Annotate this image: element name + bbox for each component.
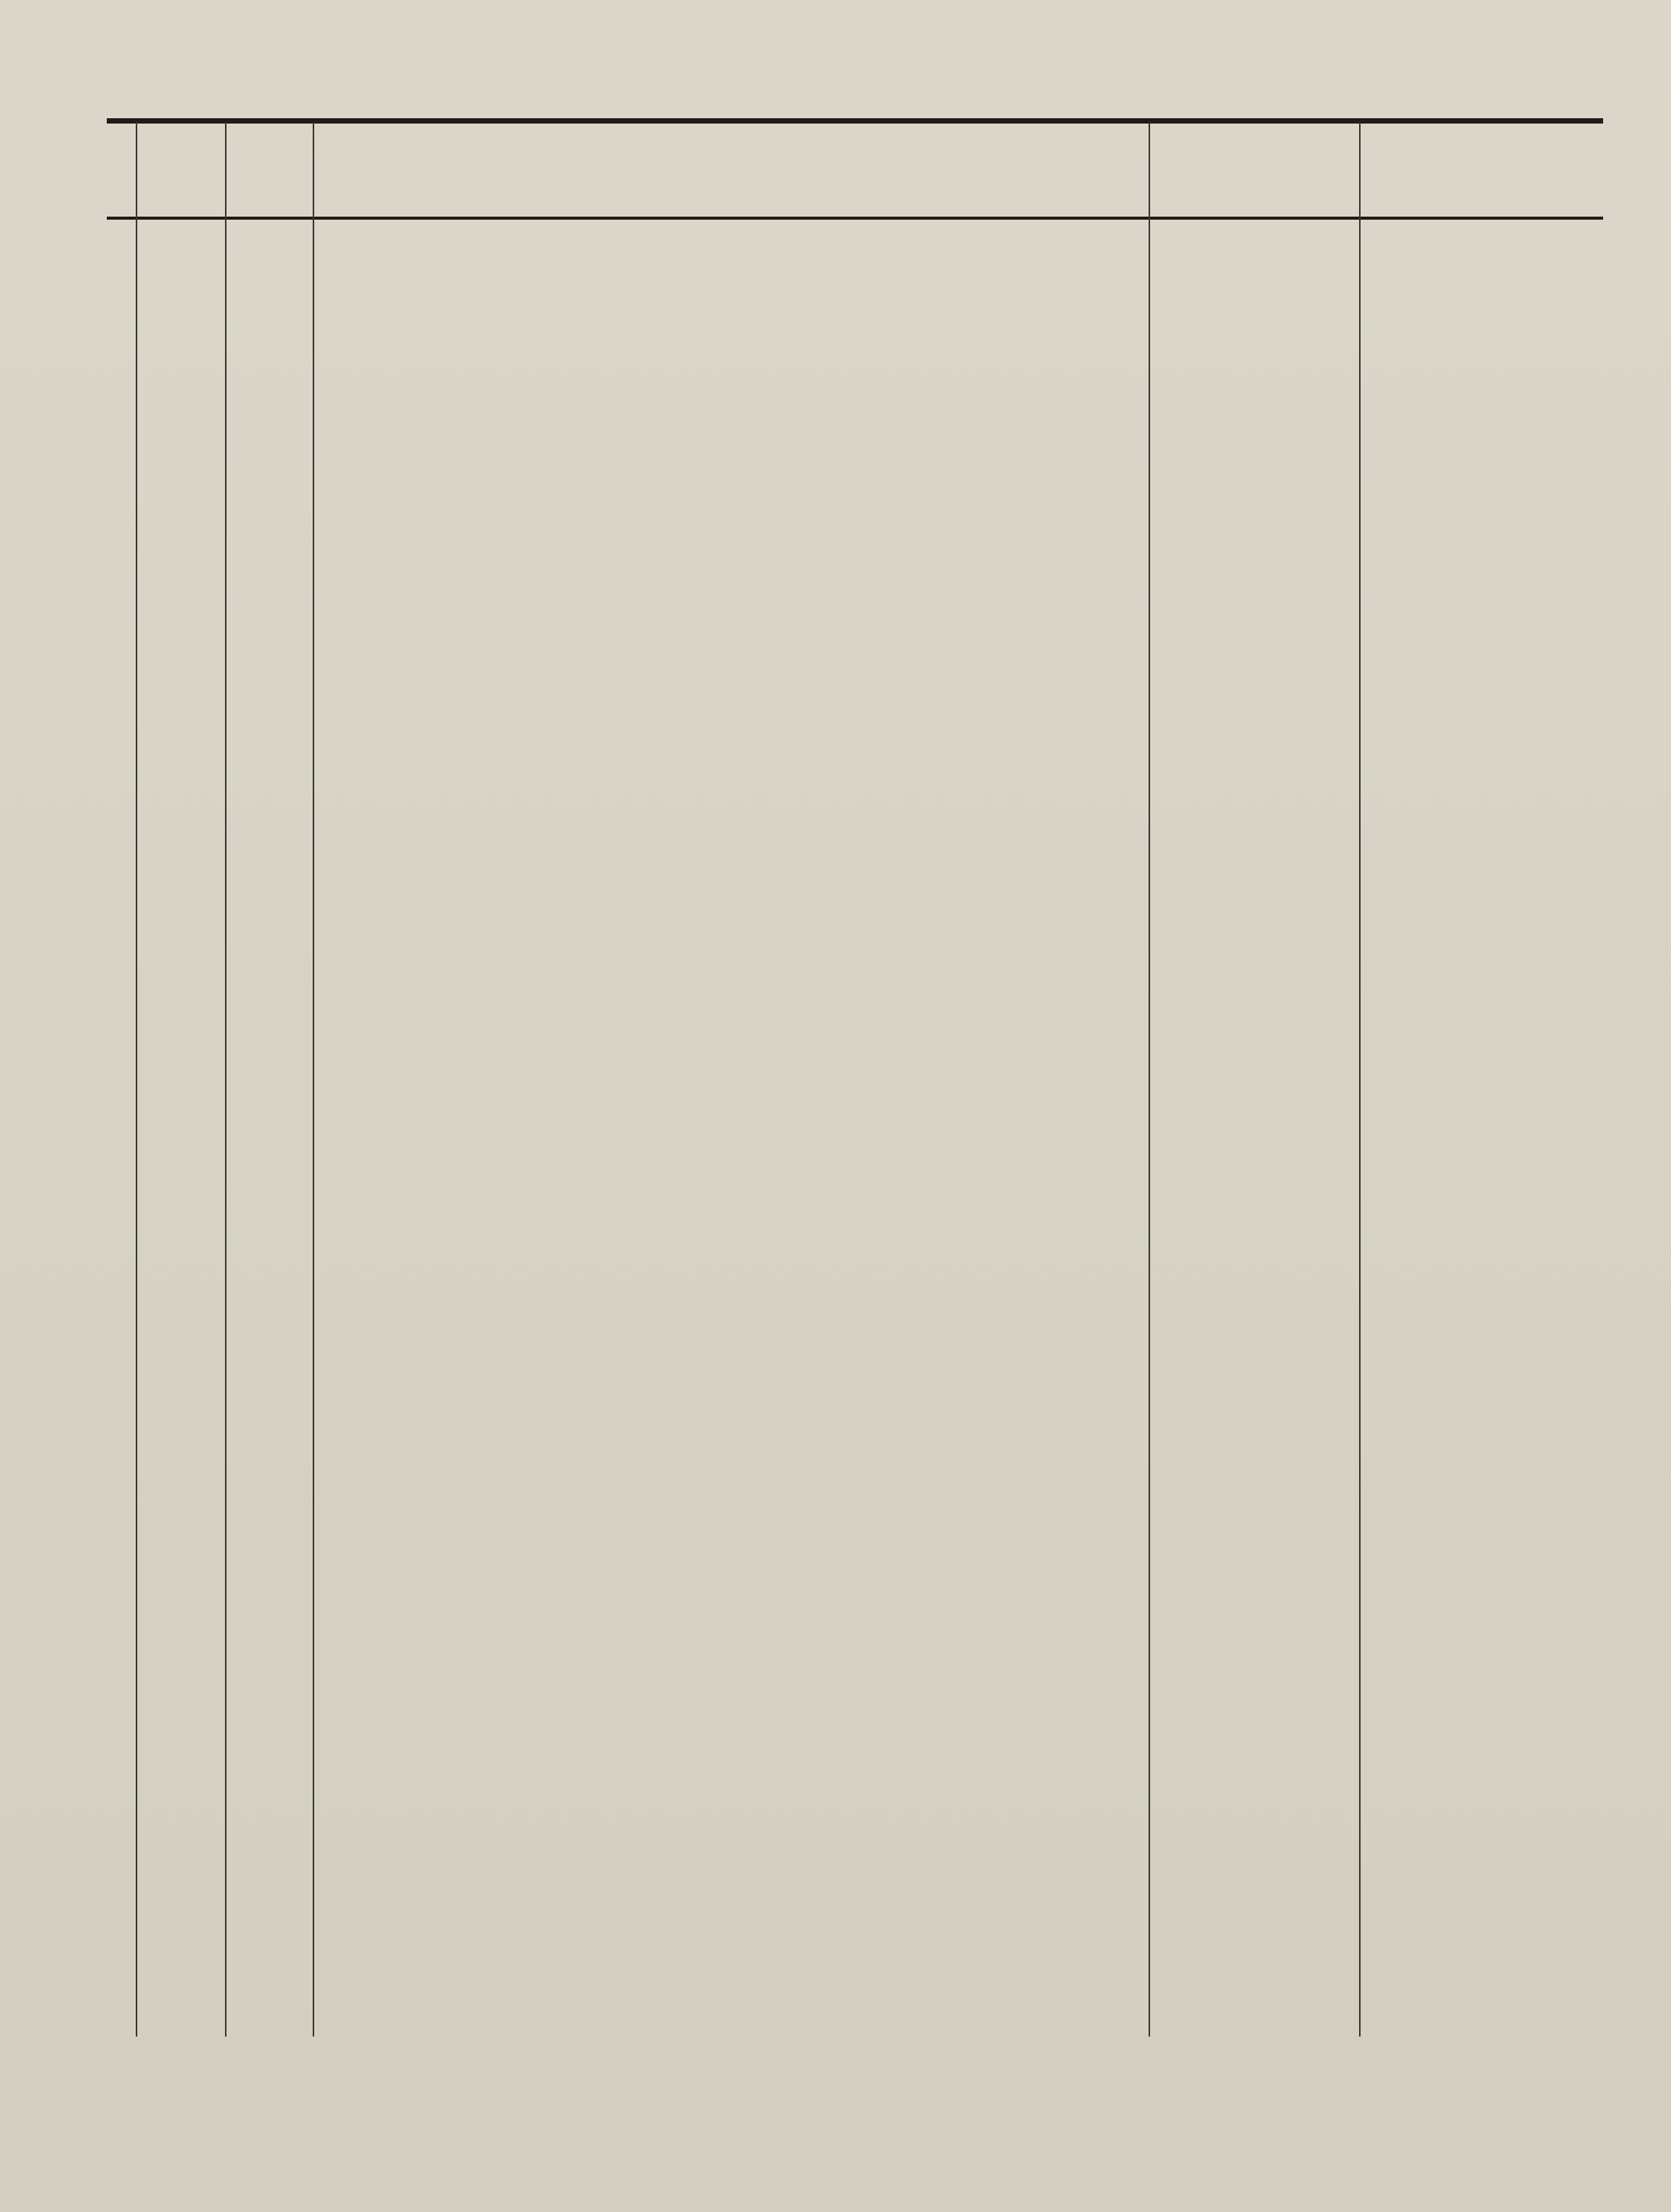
table-header-rule: [107, 217, 1603, 220]
column-divider: [313, 122, 314, 2037]
table-top-rule: [107, 118, 1603, 124]
column-divider: [1149, 122, 1150, 2037]
column-divider: [136, 122, 137, 2037]
column-divider: [225, 122, 227, 2037]
column-divider: [1359, 122, 1361, 2037]
